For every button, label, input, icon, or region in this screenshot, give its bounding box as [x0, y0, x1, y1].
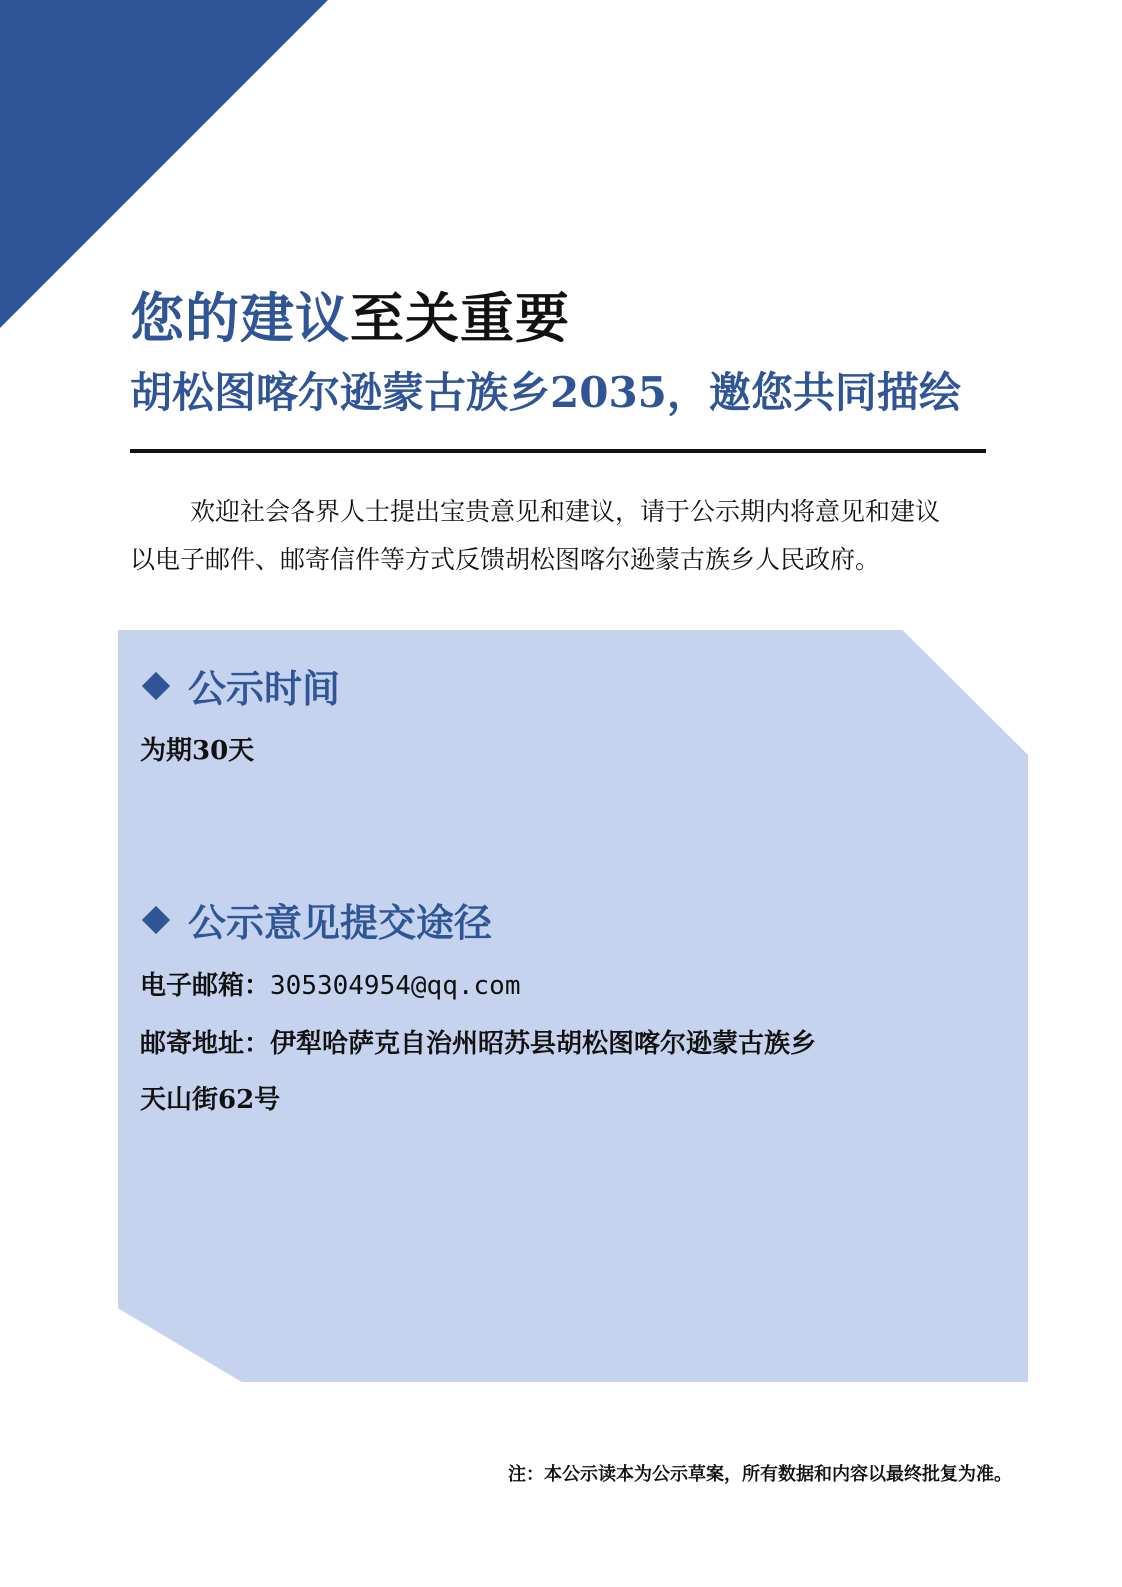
email-label: 电子邮箱：	[140, 971, 271, 1001]
section-period-heading	[140, 658, 340, 713]
address-value-1: 伊犁哈萨克自治州昭苏县胡松图喀尔逊蒙古族乡	[270, 1029, 817, 1059]
intro-paragraph: 欢迎社会各界人士提出宝贵意见和建议，请于公示期内将意见和建议以电子邮件、邮寄信件等方式反馈胡松图喀尔逊蒙古族乡人民政府。	[130, 497, 941, 574]
email-line	[140, 965, 520, 1002]
headline	[130, 276, 570, 353]
section-period-title: 公示时间	[188, 667, 341, 711]
address-line-1	[140, 1023, 816, 1060]
divider	[130, 449, 986, 453]
info-panel	[118, 630, 1028, 1382]
subtitle: 胡松图喀尔逊蒙古族乡2035，邀您共同描绘	[130, 368, 961, 417]
period-text: 为期30天	[140, 736, 255, 766]
section-channels-heading	[140, 892, 492, 947]
headline-accent: 您的建议	[130, 287, 350, 350]
diamond-bullet-icon	[142, 905, 170, 933]
email-value: 305304954@qq.com	[270, 971, 521, 1001]
address-label: 邮寄地址：	[140, 1029, 271, 1059]
headline-rest: 至关重要	[350, 287, 570, 350]
diamond-bullet-icon	[142, 671, 170, 699]
address-line-2: 天山街62号	[140, 1085, 281, 1115]
footnote: 注：本公示读本为公示草案，所有数据和内容以最终批复为准。	[508, 1464, 1012, 1485]
section-channels-title: 公示意见提交途径	[188, 901, 493, 945]
